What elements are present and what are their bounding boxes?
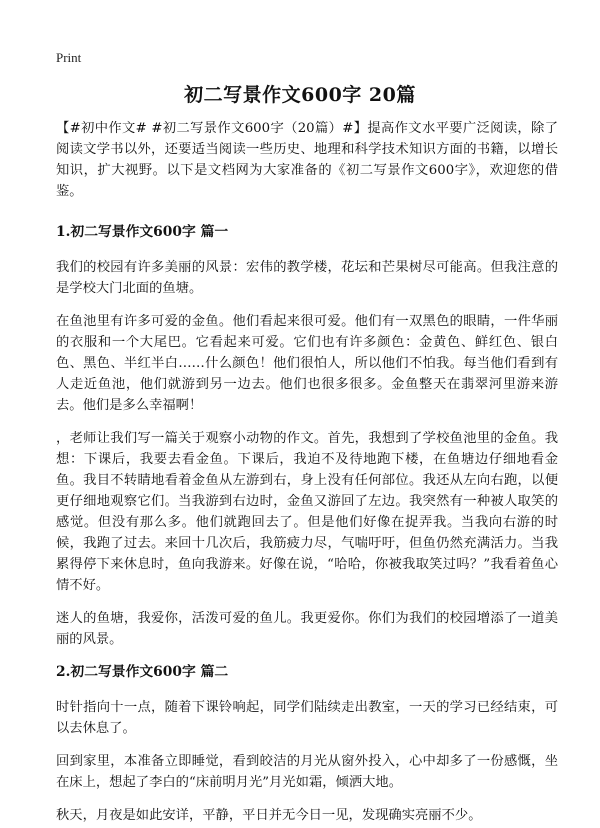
- intro-paragraph: 【#初中作文# #初二写景作文600字（20篇）#】提高作文水平要广泛阅读，除了阅读文学书以外，还要适当阅读一些历史、地理和科学技术知识方面的书籍，以增长知识，扩大视野。以下是文档网为大家准备的《初二写景作文600字》，欢迎您的借鉴。: [56, 121, 558, 199]
- paragraph: 回到家里，本准备立即睡觉，看到皎洁的月光从窗外投入，心中却多了一份感慨，坐在床上，想起了李白的“床前明月光”月光如霜，倾洒大地。: [56, 754, 558, 790]
- section-heading: 1.初二写景作文600字 篇一: [56, 224, 229, 240]
- paragraph: 时针指向十一点，随着下课铃响起，同学们陆续走出教室，一天的学习已经结束，可以去休息了。: [56, 700, 558, 736]
- paragraph: 在鱼池里有许多可爱的金鱼。他们看起来很可爱。他们有一双黑色的眼睛，一件华丽的衣服和一个大尾巴。它看起来可爱。它们也有许多颜色：金黄色、鲜红色、银白色、黑色、半红半白……什么颜色！他们很怕人，所以他们不怕我。每当他们看到有人走近鱼池，他们就游到另一边去。他们也很多很多。金鱼整天在翡翠河里游来游去。他们是多么幸福啊！: [56, 314, 558, 413]
- paragraph: 迷人的鱼塘，我爱你，活泼可爱的鱼儿。我更爱你。你们为我们的校园增添了一道美丽的风景。: [56, 611, 558, 647]
- paragraph: 我们的校园有许多美丽的风景：宏伟的教学楼，花坛和芒果树尽可能高。但我注意的是学校大门北面的鱼塘。: [56, 260, 558, 296]
- article-body: [56, 118, 558, 828]
- paragraph: 秋天，月夜是如此安详，平静，平日并无今日一见，发现确实亮丽不少。: [56, 808, 482, 823]
- paragraph: ，老师让我们写一篇关于观察小动物的作文。首先，我想到了学校鱼池里的金鱼。我想：下课后，我要去看金鱼。下课后，我迫不及待地跑下楼，在鱼塘边仔细地看金鱼。我目不转睛地看着金鱼从左游到右，身上没有任何部位。我还从左向右跑，以便更仔细地观察它们。当我游到右边时，金鱼又游回了左边。我突然有一种被人取笑的感觉。但没有那么多。他们就跑回去了。但是他们好像在捉弄我。当我向右游的时候，我跑了过去。来回十几次后，我筋疲力尽，气喘吁吁，但鱼仍然充满活力。当我累得停下来休息时，鱼向我游来。好像在说，“哈哈，你被我取笑过吗？”我看着鱼心情不好。: [56, 431, 558, 593]
- section-heading: 2.初二写景作文600字 篇二: [56, 664, 229, 680]
- print-label: Print: [56, 50, 82, 65]
- page-title: 初二写景作文600字 20篇: [184, 84, 416, 106]
